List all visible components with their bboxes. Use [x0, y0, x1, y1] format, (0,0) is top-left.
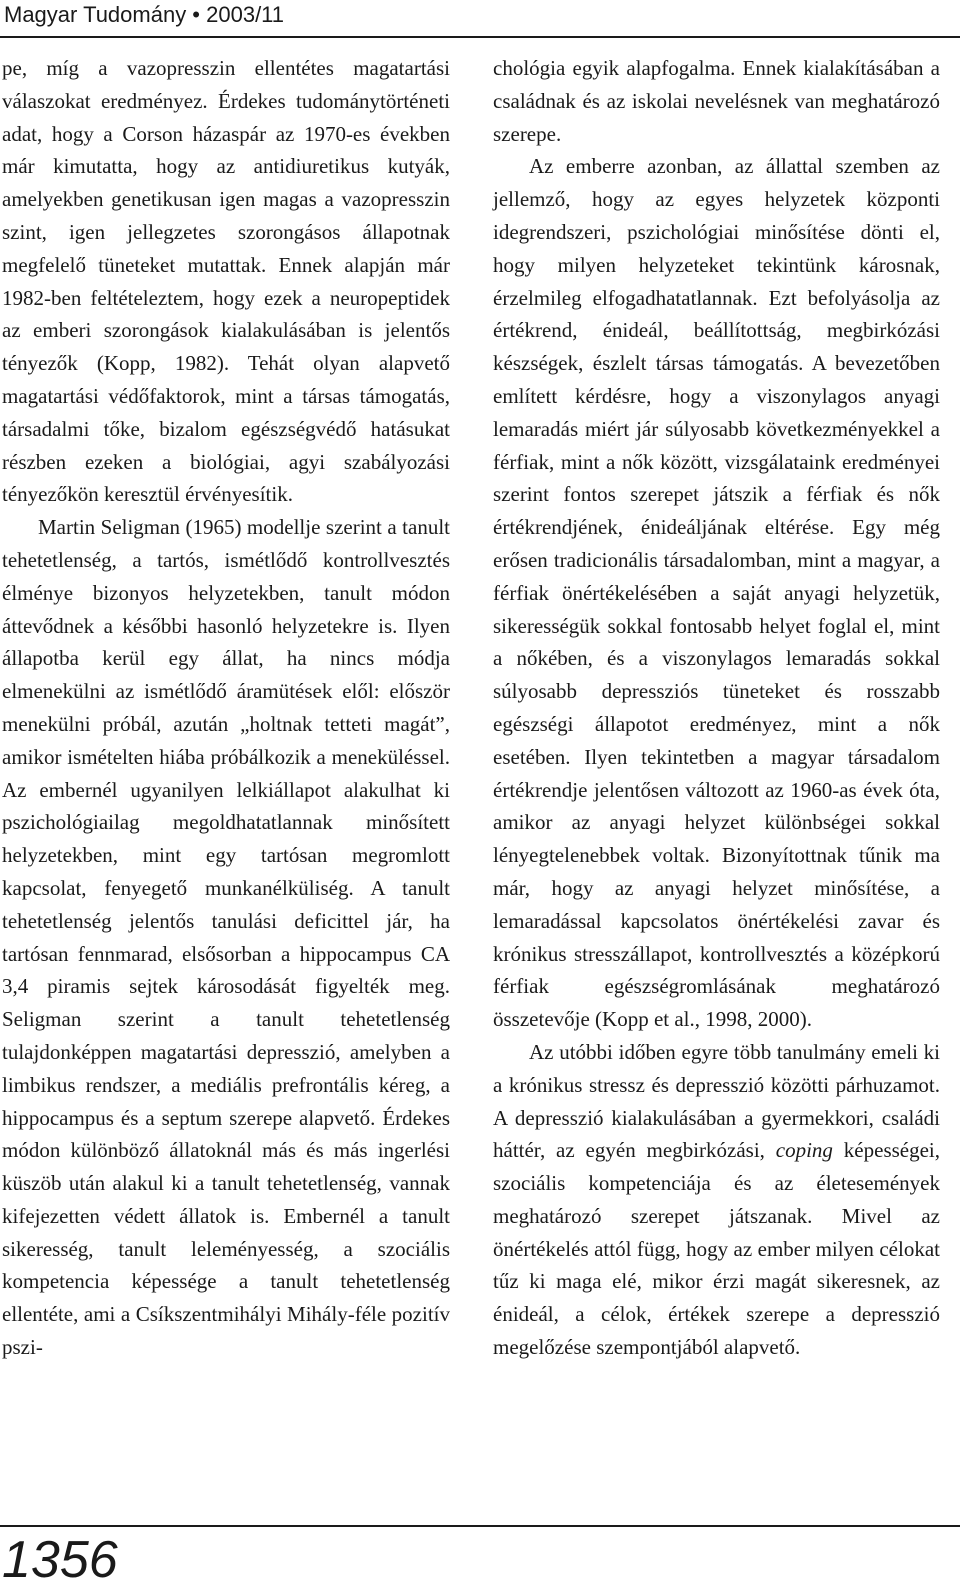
paragraph-text: Az utóbbi időben egyre több tanulmány emeli ki a krónikus stressz és depresszió közötti párhuzamot. A depresszió kialakulásában a gyermekkori, családi háttér, az egyén megbirkózási,: [493, 1039, 940, 1163]
footer-rule: [0, 1525, 960, 1527]
paragraph: chológia egyik alapfogalma. Ennek kialakításában a családnak és az iskolai nevelésnek van meghatározó szerepe.: [493, 56, 940, 146]
italic-term: coping: [775, 1138, 833, 1163]
header-rule: [0, 36, 960, 38]
paragraph: pe, míg a vazopresszin ellentétes magatartási válaszokat eredményez. Érdekes tudománytörténeti adat, hogy a Corson házaspár az 1970-es években már kimutatta, hogy az antidiuretikus kutyák, amelyekben genetikusan igen magas a vazopresszin szint, igen jellegzetes szorongásos állapotnak megfelelő tüneteket mutattak. Ennek alapján már 1982-ben feltételeztem, hogy ezek a neuropeptidek az emberi szorongások kialakulásában is jelentős tényezők (Kopp, 1982). Tehát olyan alapvető magatartási védőfaktorok, mint a társas támogatás, társadalmi tőke, bizalom egészségvédő hatásukat részben ezeken a biológiai, agyi szabályozási tényezőkön keresztül érvényesítik.: [2, 56, 450, 507]
paragraph: [493, 1036, 940, 1364]
right-column: [493, 52, 940, 1364]
page-number: 1356: [2, 1531, 118, 1589]
running-title: Magyar Tudomány • 2003/11: [4, 2, 285, 27]
paragraph: Martin Seligman (1965) modellje szerint a tanult tehetetlenség, a tartós, ismétlődő kontrollvesztés élménye bizonyos helyzetekben, tanult módon áttevődnek a későbbi hasonló helyzetekre is. Ilyen állapotba kerül egy állat, ha nincs módja elmenekülni az ismétlődő áramütések elől: először menekülni próbál, azután „holtnak tetteti magát”, amikor ismételten hiába próbálkozik a meneküléssel. Az embernél ugyanilyen lelkiállapot alakulhat ki pszichológiailag megoldhatatlannak minősített helyzetekben, mint egy tartósan megromlott kapcsolat, fenyegető munkanélküliség. A tanult tehetetlenség jelentős tanulási deficittel jár, ha tartósan fennmarad, elsősorban a hippocampus CA 3,4 piramis sejtek károsodását figyelték meg. Seligman szerint a tanult tehetetlenség tulajdonképpen magatartási depresszió, amelyben a limbikus rendszer, a mediális prefrontális kéreg, a hippocampus és a septum szerepe alapvető. Érdekes módon különböző állatoknál más és más ingerlési küszöb után alakul ki a tanult tehetetlenség, vannak kifejezetten védett állatok is. Embernél a tanult sikeresség, tanult leleményesség, a szociális kompetencia képessége a tanult tehetetlenség ellentéte, ami a Csíkszentmihályi Mihály-féle pozitív pszi-: [2, 515, 450, 1360]
paragraph-text: képességei, szociális kompetenciája és az életesemények meghatározó szerepet játszanak. Mivel az önértékelés attól függ, hogy az ember milyen célokat tűz ki maga elé, mikor érzi magát sikeresnek, az énideál, a célok, értékek szerepe a depresszió megelőzése szempontjából alapvető.: [493, 1138, 941, 1360]
paragraph: Az emberre azonban, az állattal szemben az jellemző, hogy az egyes helyzetek központi idegrendszeri, pszichológiai minősítése dönti el, hogy milyen helyzeteket tekintünk károsnak, érzelmileg elfogadhatatlannak. Ezt befolyásolja az értékrend, énideál, beállítottság, megbirkózási készségek, észlelt társas támogatás. A bevezetőben említett kérdésre, hogy a viszonylagos anyagi lemaradás miért jár súlyosabb következményekkel a férfiak, mint a nők között, vizsgálataink eredményei szerint fontos szerepet játszik a férfiak és nők értékrendjének, énideáljának eltérése. Egy még erősen tradicionális társadalomban, mint a magyar, a férfiak önértékelésében a saját anyagi helyzetük, sikerességük sokkal fontosabb helyet foglal el, mint a nőkében, és a viszonylagos lemaradás sokkal súlyosabb depressziós tüneteket és rosszabb egészségi állapotot eredményez, mint a nők esetében. Ilyen tekintetben a magyar társadalom értékrendje jelentősen változott az 1960-as évek óta, amikor az anyagi helyzet különbségei sokkal lényegtelenebbek voltak. Bizonyítottnak tűnik ma már, hogy az anyagi helyzet minősítése, a lemaradással kapcsolatos önértékelési zavar és krónikus stresszállapot, kontrollvesztés a középkorú férfiak egészségromlásának meghatározó összetevője (Kopp et al., 1998, 2000).: [493, 154, 940, 1032]
left-column: [2, 52, 450, 1364]
